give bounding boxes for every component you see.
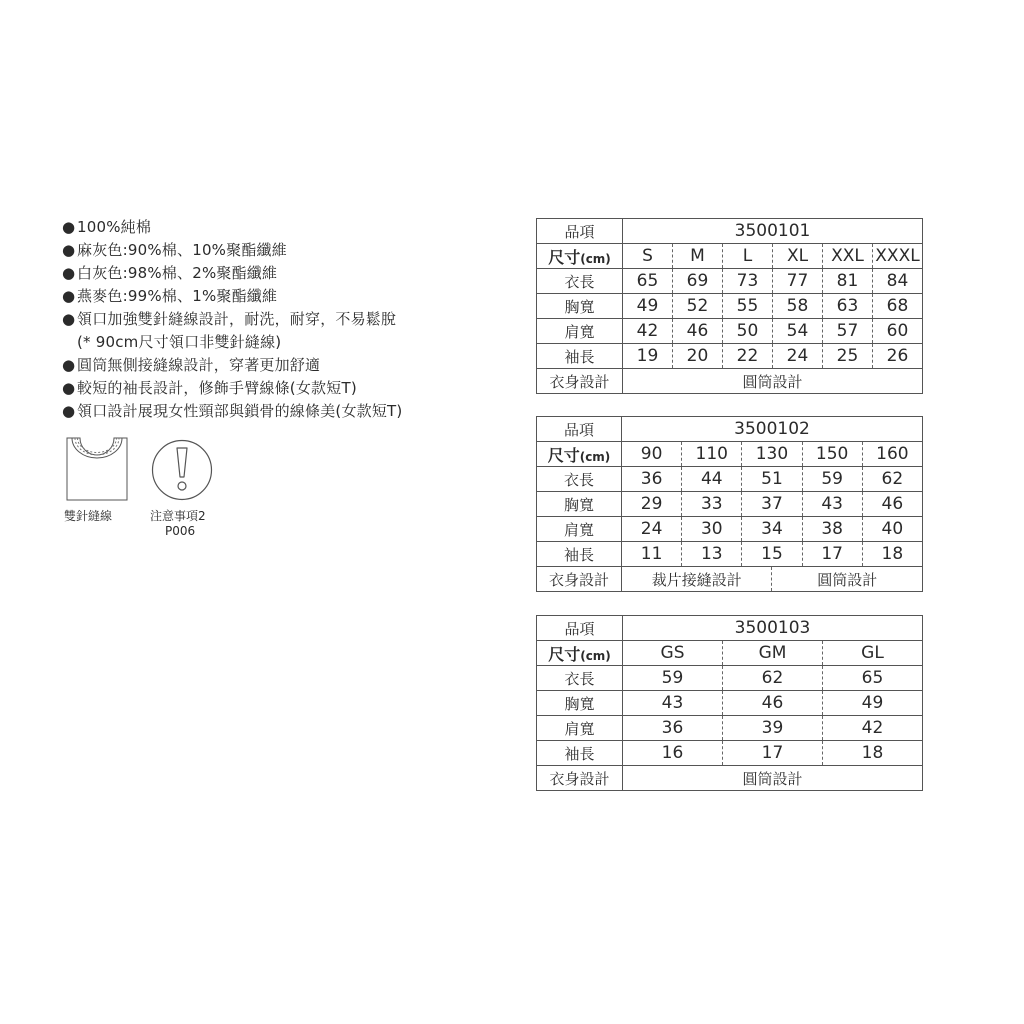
table-cell: 51	[742, 467, 802, 492]
table-row	[537, 542, 923, 567]
size-cell: XL	[773, 244, 823, 269]
table-cell: 49	[623, 294, 673, 319]
size-label: 尺寸(cm)	[537, 641, 623, 666]
table-cell: 24	[773, 344, 823, 369]
table-row	[537, 741, 923, 766]
table-cell: 13	[682, 542, 742, 567]
table-row	[537, 616, 923, 641]
table-cell: 17	[802, 542, 862, 567]
table-cell: 50	[723, 319, 773, 344]
table-row	[537, 517, 923, 542]
product-code: 3500101	[623, 219, 923, 244]
table-cell: 84	[873, 269, 923, 294]
size-cell: XXXL	[873, 244, 923, 269]
item-label: 品項	[537, 616, 623, 641]
bullet-icon: ●	[62, 356, 76, 374]
item-label: 品項	[537, 417, 622, 442]
size-label: 尺寸(cm)	[537, 442, 622, 467]
chest-label: 胸寬	[537, 294, 623, 319]
feature-item: ● 白灰色:98%棉、2%聚酯纖維	[62, 262, 402, 285]
table-cell: 81	[823, 269, 873, 294]
table-row	[537, 344, 923, 369]
table-cell: 46	[673, 319, 723, 344]
table-cell: 65	[823, 666, 923, 691]
item-label: 品項	[537, 219, 623, 244]
table-cell: 77	[773, 269, 823, 294]
table-cell: 68	[873, 294, 923, 319]
table-row	[537, 567, 923, 592]
table-cell: 36	[622, 467, 682, 492]
size-cell: GL	[823, 641, 923, 666]
feature-item: ● 領口設計展現女性頸部與鎖骨的線條美(女款短T)	[62, 400, 402, 423]
sleeve-label: 袖長	[537, 741, 623, 766]
length-label: 衣長	[537, 467, 622, 492]
table-cell: 18	[862, 542, 922, 567]
table-row	[537, 369, 923, 394]
table-row	[537, 467, 923, 492]
chest-label: 胸寬	[537, 691, 623, 716]
feature-item: ● 較短的袖長設計，修飾手臂線條(女款短T)	[62, 377, 402, 400]
table-cell: 33	[682, 492, 742, 517]
table-row	[537, 319, 923, 344]
feature-note: (* 90cm尺寸領口非雙針縫線)	[77, 333, 282, 351]
size-cell: 130	[742, 442, 802, 467]
bullet-icon: ●	[62, 402, 76, 420]
table-cell: 55	[723, 294, 773, 319]
table-row	[537, 417, 923, 442]
sleeve-label: 袖長	[537, 542, 622, 567]
design-cell: 圓筒設計	[623, 766, 923, 791]
feature-item: ● 圓筒無側接縫線設計，穿著更加舒適	[62, 354, 402, 377]
product-code: 3500103	[623, 616, 923, 641]
sleeve-label: 袖長	[537, 344, 623, 369]
feature-list	[62, 216, 402, 423]
table-row	[537, 269, 923, 294]
table-cell: 19	[623, 344, 673, 369]
table-cell: 25	[823, 344, 873, 369]
size-cell: GS	[623, 641, 723, 666]
table-cell: 18	[823, 741, 923, 766]
table-row	[537, 716, 923, 741]
table-cell: 59	[802, 467, 862, 492]
table-cell: 26	[873, 344, 923, 369]
size-cell: S	[623, 244, 673, 269]
table-cell: 57	[823, 319, 873, 344]
design-label: 衣身設計	[537, 369, 623, 394]
size-cell: 150	[802, 442, 862, 467]
table-row	[537, 244, 923, 269]
table-cell: 54	[773, 319, 823, 344]
table-cell: 62	[723, 666, 823, 691]
design-label: 衣身設計	[537, 567, 622, 592]
size-cell: 160	[862, 442, 922, 467]
table-row	[537, 492, 923, 517]
table-row	[537, 766, 923, 791]
size-table-3500101	[536, 218, 923, 394]
double-stitch-icon	[66, 437, 128, 505]
size-label: 尺寸(cm)	[537, 244, 623, 269]
table-cell: 58	[773, 294, 823, 319]
size-cell: GM	[723, 641, 823, 666]
table-cell: 69	[673, 269, 723, 294]
table-cell: 65	[623, 269, 673, 294]
size-cell: M	[673, 244, 723, 269]
notice-label: 注意事項2	[150, 509, 206, 523]
table-cell: 63	[823, 294, 873, 319]
table-cell: 36	[623, 716, 723, 741]
shoulder-label: 肩寬	[537, 517, 622, 542]
length-label: 衣長	[537, 269, 623, 294]
table-cell: 17	[723, 741, 823, 766]
table-cell: 73	[723, 269, 773, 294]
bullet-icon: ●	[62, 310, 76, 328]
table-row	[537, 219, 923, 244]
feature-item: ● 領口加強雙針縫線設計，耐洗，耐穿，不易鬆脫	[62, 308, 402, 331]
feature-item: ● 100%純棉	[62, 216, 402, 239]
notice-icon	[151, 439, 213, 505]
table-cell: 59	[623, 666, 723, 691]
design-cell: 圓筒設計	[623, 369, 923, 394]
table-cell: 40	[862, 517, 922, 542]
table-cell: 44	[682, 467, 742, 492]
table-row	[537, 641, 923, 666]
table-cell: 15	[742, 542, 802, 567]
feature-item: ● 麻灰色:90%棉、10%聚酯纖維	[62, 239, 402, 262]
bullet-icon: ●	[62, 379, 76, 397]
table-cell: 39	[723, 716, 823, 741]
table-cell: 11	[622, 542, 682, 567]
table-row	[537, 294, 923, 319]
double-stitch-label: 雙針縫線	[64, 509, 113, 523]
table-cell: 20	[673, 344, 723, 369]
table-cell: 34	[742, 517, 802, 542]
table-cell: 49	[823, 691, 923, 716]
table-cell: 46	[862, 492, 922, 517]
bullet-icon: ●	[62, 264, 76, 282]
length-label: 衣長	[537, 666, 623, 691]
table-cell: 46	[723, 691, 823, 716]
bullet-icon: ●	[62, 241, 76, 259]
table-cell: 42	[823, 716, 923, 741]
chest-label: 胸寬	[537, 492, 622, 517]
table-cell: 37	[742, 492, 802, 517]
table-cell: 29	[622, 492, 682, 517]
feature-item: ● 燕麥色:99%棉、1%聚酯纖維	[62, 285, 402, 308]
design-label: 衣身設計	[537, 766, 623, 791]
table-cell: 62	[862, 467, 922, 492]
size-table-3500102	[536, 416, 923, 592]
bullet-icon: ●	[62, 287, 76, 305]
table-cell: 38	[802, 517, 862, 542]
table-cell: 43	[623, 691, 723, 716]
bullet-icon: ●	[62, 218, 76, 236]
shoulder-label: 肩寬	[537, 319, 623, 344]
notice-page-ref: P006	[165, 524, 196, 538]
table-cell: 60	[873, 319, 923, 344]
table-cell: 24	[622, 517, 682, 542]
table-row	[537, 666, 923, 691]
size-cell: XXL	[823, 244, 873, 269]
size-cell: L	[723, 244, 773, 269]
table-cell: 42	[623, 319, 673, 344]
design-cell: 裁片接縫設計	[622, 567, 772, 592]
table-cell: 22	[723, 344, 773, 369]
size-cell: 110	[682, 442, 742, 467]
design-cell: 圓筒設計	[772, 567, 923, 592]
table-row	[537, 442, 923, 467]
table-cell: 30	[682, 517, 742, 542]
table-row	[537, 691, 923, 716]
product-code: 3500102	[622, 417, 923, 442]
table-cell: 16	[623, 741, 723, 766]
table-cell: 52	[673, 294, 723, 319]
size-table-3500103	[536, 615, 923, 791]
table-cell: 43	[802, 492, 862, 517]
size-cell: 90	[622, 442, 682, 467]
shoulder-label: 肩寬	[537, 716, 623, 741]
